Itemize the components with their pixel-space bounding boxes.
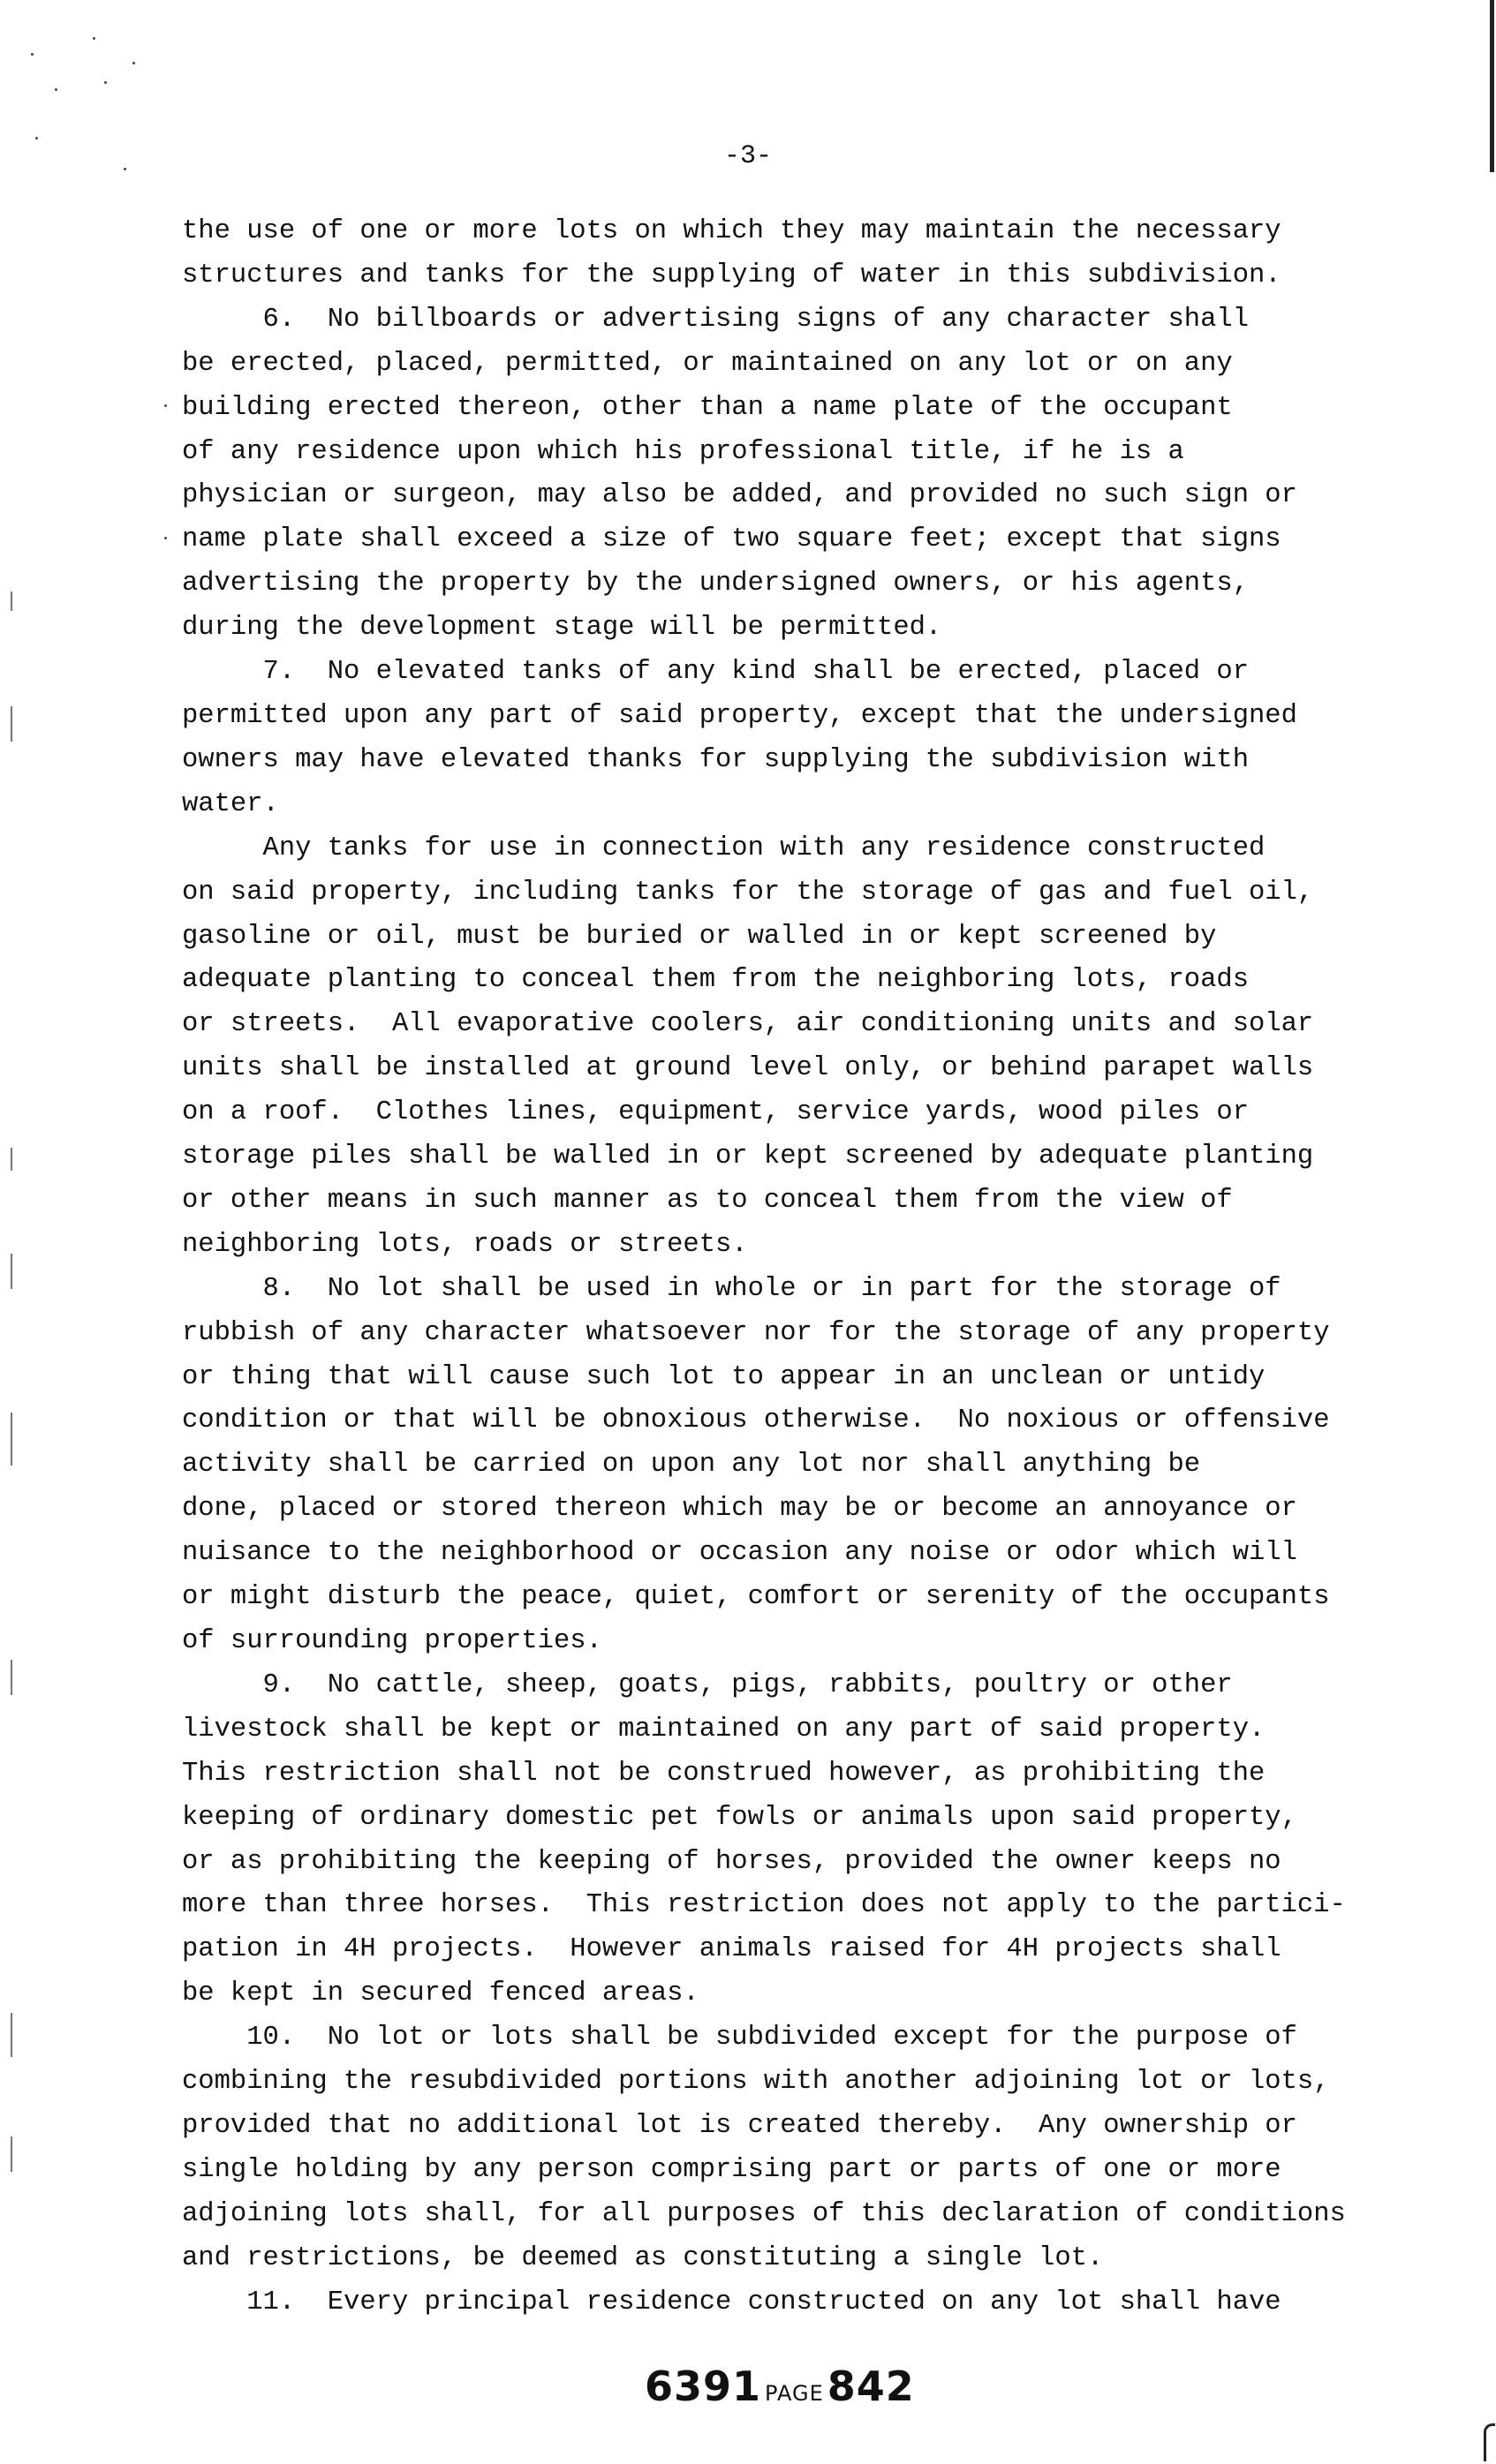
text-line: owners may have elevated thanks for supplying the subdivision with xyxy=(182,744,1249,775)
scan-edge-tick xyxy=(11,706,12,742)
text-line: be erected, placed, permitted, or maintained on any lot or on any xyxy=(182,348,1233,379)
text-line: neighboring lots, roads or streets. xyxy=(182,1229,748,1260)
text-line: permitted upon any part of said property, except that the undersigned xyxy=(182,700,1297,731)
text-line: provided that no additional lot is created thereby. Any ownership or xyxy=(182,2110,1297,2141)
text-line: advertising the property by the undersigned owners, or his agents, xyxy=(182,569,1249,599)
scan-speck xyxy=(35,137,38,139)
text-line: livestock shall be kept or maintained on any part of said property. xyxy=(182,1714,1266,1744)
text-line: of surrounding properties. xyxy=(182,1626,602,1656)
text-line: 6. No billboards or advertising signs of any character shall xyxy=(182,304,1249,335)
text-line: building erected thereon, other than a name plate of the occupant xyxy=(182,392,1233,423)
text-line: during the development stage will be permitted. xyxy=(182,613,942,644)
text-line: and restrictions, be deemed as constituting a single lot. xyxy=(182,2242,1104,2273)
text-line: combining the resubdivided portions with another adjoining lot or lots, xyxy=(182,2067,1330,2098)
text-line: keeping of ordinary domestic pet fowls or animals upon said property, xyxy=(182,1802,1297,1833)
scan-edge-tick xyxy=(11,1413,12,1466)
text-line: or might disturb the peace, quiet, comfort or serenity of the occupants xyxy=(182,1582,1330,1613)
scan-speck xyxy=(164,537,167,539)
text-line: done, placed or stored thereon which may be or become an annoyance or xyxy=(182,1494,1297,1525)
text-line: rubbish of any character whatsoever nor for the storage of any property xyxy=(182,1317,1330,1348)
text-line: or thing that will cause such lot to appear in an unclean or untidy xyxy=(182,1361,1266,1392)
scan-edge-tick xyxy=(11,2136,12,2172)
scan-speck xyxy=(164,404,167,407)
scan-edge-mark xyxy=(1490,0,1494,172)
scan-speck xyxy=(104,81,107,84)
scan-edge-tick xyxy=(11,1148,12,1171)
text-line: water. xyxy=(182,788,279,819)
scan-edge-tick xyxy=(11,1660,12,1695)
text-line: condition or that will be obnoxious otherwise. No noxious or offensive xyxy=(182,1405,1330,1436)
text-line: more than three horses. This restriction does not apply to the partici- xyxy=(182,1890,1346,1921)
scan-edge-tick xyxy=(11,1254,12,1289)
scan-speck xyxy=(31,53,34,56)
text-line: the use of one or more lots on which they may maintain the necessary xyxy=(182,216,1281,246)
page-label: PAGE xyxy=(765,2381,824,2406)
text-line: physician or surgeon, may also be added, and provided no such sign or xyxy=(182,480,1297,511)
scan-edge-tick xyxy=(11,2013,12,2057)
text-line: activity shall be carried on upon any lot nor shall anything be xyxy=(182,1450,1201,1481)
page-number-stamp: 842 xyxy=(827,2362,915,2410)
scan-speck xyxy=(132,62,135,64)
text-line: or as prohibiting the keeping of horses, provided the owner keeps no xyxy=(182,1846,1281,1877)
text-line: or other means in such manner as to conceal them from the view of xyxy=(182,1185,1233,1216)
scan-edge-tick xyxy=(11,592,12,611)
text-line: adjoining lots shall, for all purposes of this declaration of conditions xyxy=(182,2198,1346,2229)
text-line: structures and tanks for the supplying of water in this subdivision. xyxy=(182,260,1281,290)
scan-corner-mark xyxy=(1484,2423,1495,2461)
text-line: on a roof. Clothes lines, equipment, service yards, wood piles or xyxy=(182,1097,1249,1128)
text-line: 9. No cattle, sheep, goats, pigs, rabbits, poultry or other xyxy=(182,1669,1233,1700)
text-line: on said property, including tanks for the storage of gas and fuel oil, xyxy=(182,877,1314,908)
text-line: 8. No lot shall be used in whole or in part for the storage of xyxy=(182,1273,1281,1304)
text-line: 10. No lot or lots shall be subdivided except for the purpose of xyxy=(182,2023,1297,2053)
text-line: or streets. All evaporative coolers, air conditioning units and solar xyxy=(182,1009,1314,1040)
text-line: storage piles shall be walled in or kept screened by adequate planting xyxy=(182,1142,1314,1172)
text-line: pation in 4H projects. However animals raised for 4H projects shall xyxy=(182,1934,1281,1965)
scan-speck xyxy=(124,168,126,170)
document-body xyxy=(182,210,1454,2325)
scan-speck xyxy=(55,88,57,91)
scan-speck xyxy=(93,37,95,40)
text-line: single holding by any person comprising part or parts of one or more xyxy=(182,2154,1281,2185)
text-line: gasoline or oil, must be buried or walled in or kept screened by xyxy=(182,921,1217,952)
recording-stamp xyxy=(645,2362,915,2410)
text-line: 11. Every principal residence constructed on any lot shall have xyxy=(182,2287,1281,2317)
page-number: -3- xyxy=(723,141,772,171)
text-line: Any tanks for use in connection with any residence constructed xyxy=(182,833,1266,863)
text-line: units shall be installed at ground level only, or behind parapet walls xyxy=(182,1053,1314,1084)
text-line: name plate shall exceed a size of two square feet; except that signs xyxy=(182,524,1281,555)
text-line: 7. No elevated tanks of any kind shall be erected, placed or xyxy=(182,657,1249,688)
text-line: of any residence upon which his professional title, if he is a xyxy=(182,436,1184,467)
book-number: 6391 xyxy=(645,2362,762,2410)
text-line: be kept in secured fenced areas. xyxy=(182,1978,699,2009)
text-line: adequate planting to conceal them from the neighboring lots, roads xyxy=(182,965,1249,996)
text-line: nuisance to the neighborhood or occasion any noise or odor which will xyxy=(182,1538,1297,1569)
text-line: This restriction shall not be construed however, as prohibiting the xyxy=(182,1758,1266,1789)
